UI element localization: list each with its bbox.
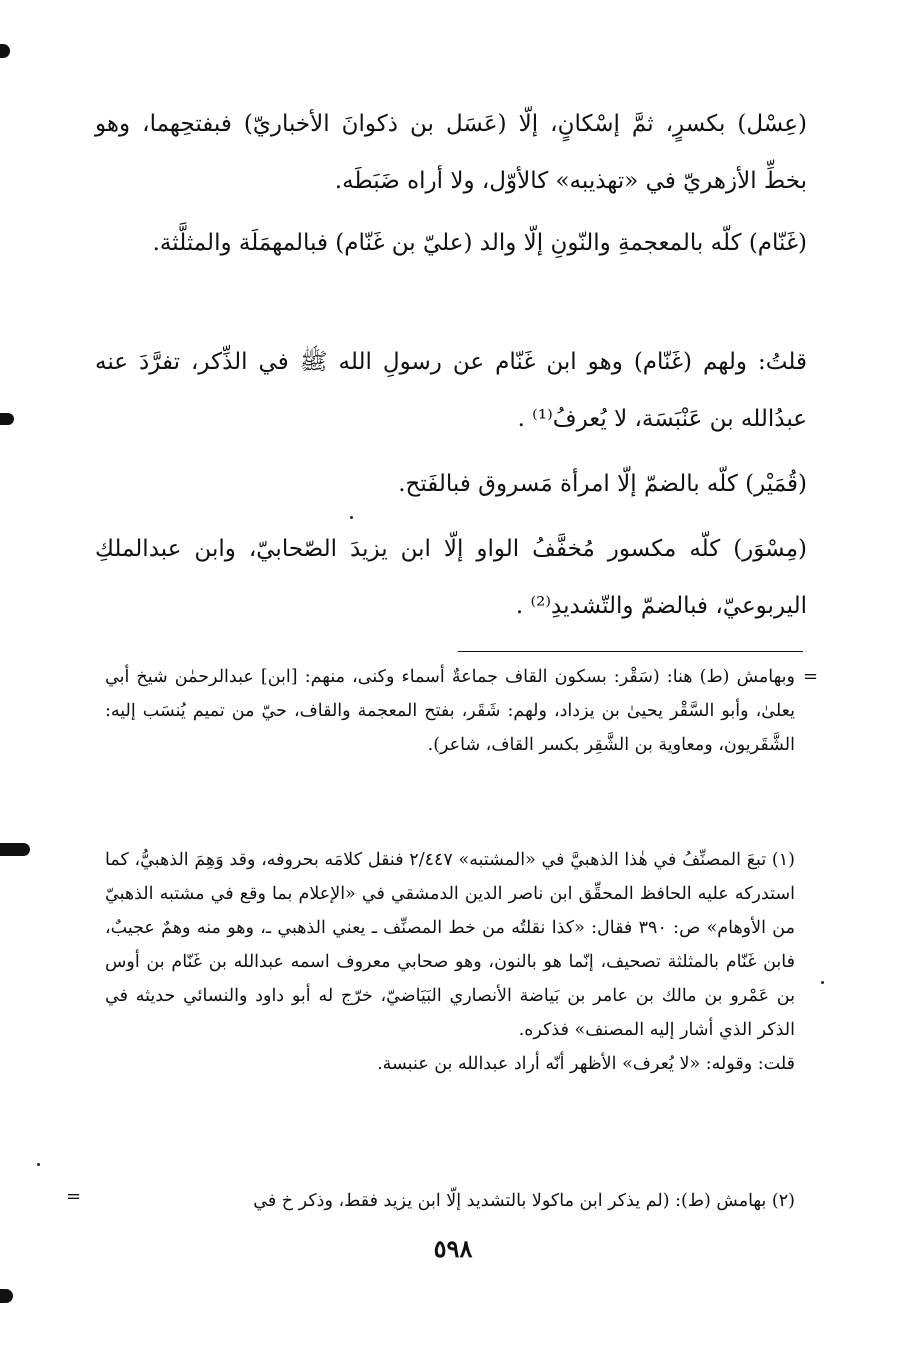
scan-speck (37, 1163, 40, 1166)
footnote-separator (458, 651, 803, 652)
scan-edge-mark (0, 1289, 13, 1303)
body-paragraph-isl: (عِسْل) بكسرٍ، ثمَّ إسْكانٍ، إلّا (عَسَل بن ذكوانَ الأخباريّ) فبفتحِهما، وهو بخطِّ الأزهريّ في «تهذيبه» كالأوّل، ولا أراه ضَبَطَه. (95, 111, 807, 194)
scan-speck (350, 516, 353, 519)
footnote-1 (105, 843, 795, 1081)
body-paragraph-ghannam: (غَنّام) كلّه بالمعجمةِ والنّونِ إلّا والد (عليّ بن غَنّام) فبالمهمَلَة والمثلَّثة. (152, 230, 807, 256)
scan-speck (821, 981, 824, 984)
scan-edge-mark (0, 843, 30, 856)
scan-edge-mark (0, 44, 10, 58)
footnote-2: (٢) بهامش (ط): (لم يذكر ابن ماكولا بالتشديد إلّا ابن يزيد فقط، وذكر خ في (253, 1191, 795, 1211)
scan-edge-mark (0, 413, 14, 425)
body-paragraph-qumayr: (قُمَيْر) كلّه بالضمّ إلّا امرأة مَسروق فبالفَتح. (398, 471, 807, 497)
footnote-continued: وبهامش (ط) هنا: (سَقْر: بسكون القاف جماعةٌ أسماء وكنى، منهم: [ابن] عبدالرحمٰن شيخ أبي يعلىٰ، وأبو السَّقْر يحيىٰ بن يزداد، ولهم: شَقَر، بفتح المعجمة والقاف، حيّ من تميم يُنسَب إليه: الشَّقَريون، ومعاوية بن الشَّقِر بكسر القاف، شاعر). (105, 667, 795, 755)
continuation-mark-top: = (803, 666, 819, 687)
footnote-1-text: (١) تبعَ المصنِّفُ في هٰذا الذهبيَّ في «المشتبه» ٢/٤٤٧ فنقل كلامَه بحروفه، وقد وَهِمَ الذهبيُّ، كما استدركه عليه الحافظ المحقِّق ابن ناصر الدين الدمشقي في «الإعلام بما وقع في مشتبه الذهبيّ من الأوهام» ص: ٣٩٠ فقال: «كذا نقلتُه من خط المصنِّف ـ يعني الذهبي ـ، وهو منه وهمٌ عجيبٌ، فابن غَنّام بالمثلثة تصحيف، إنّما هو بالنون، وهو صحابي معروف اسمه عبدالله بن غَنّام بن أوس بن عَمْرو بن مالك بن عامر بن بَياضة الأنصاري البَيَاضيّ، خرّج له أبو داود والنسائي حديثه في الذكر الذي أشار إليه المصنف» فذكره. (105, 850, 795, 1040)
body-paragraph-note: قلتُ: ولهم (غَنّام) وهو ابن غَنّام عن رسولِ الله ﷺ في الذِّكر، تفرَّدَ عنه عبدُالله بن عَنْبَسَة، لا يُعرفُ⁽¹⁾ . (95, 349, 807, 432)
body-paragraph-miswar: (مِسْوَر) كلّه مكسور مُخفَّفُ الواو إلّا ابن يزيدَ الصّحابيّ، وابن عبدالملكِ اليربوعيّ، فبالضمّ والتّشديدِ⁽²⁾ . (95, 536, 807, 619)
continuation-mark-bottom: = (66, 1186, 82, 1207)
page-number: ٥٩٨ (433, 1234, 473, 1263)
footnote-1-remark: قلت: وقوله: «لا يُعرف» الأظهر أنّه أراد عبدالله بن عنبسة. (377, 1054, 795, 1074)
